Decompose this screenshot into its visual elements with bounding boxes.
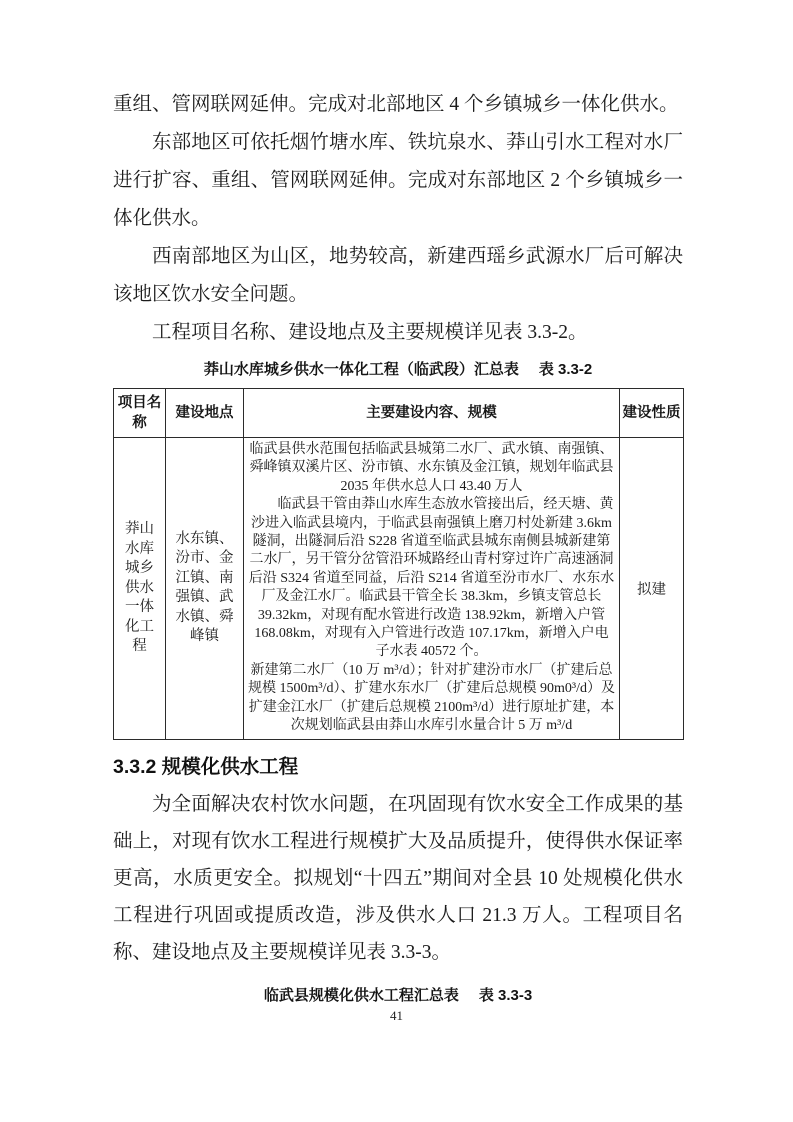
table1-header-main-content: 主要建设内容、规模 xyxy=(244,389,620,438)
table1-title-ref: 表 3.3-2 xyxy=(538,361,593,378)
table1-header-nature: 建设性质 xyxy=(620,389,684,438)
table1-content-paragraph-pipeline: 临武县干管由莽山水库生态放水管接出后，经天塘、黄沙进入临武县境内，于临武县南强镇上磨刀村处新建 3.6km 隧洞，出隧洞后沿 S228 省道至临武县城东南侧县城新建第二水厂，另干管分岔管沿环城路经山青村穿过许广高速涵洞后沿 S324 省道至同益，后沿 S214 省道至汾市水厂、水东水厂及金江水厂。临武县干管全长 38.3km，乡镇支管总长 39.32km，对现有配水管进行改造 138.92km，新增入户管 168.08km，对现有入户管进行改造 107.17km，新增入户电子水表 40572 个。 xyxy=(248,497,615,660)
table2-title-ref: 表 3.3-3 xyxy=(478,986,533,1004)
page-number: 41 xyxy=(390,1008,403,1023)
table2-title-text: 临武县规模化供水工程汇总表 xyxy=(263,986,459,1004)
paragraph-southwest-region: 西南部地区为山区，地势较高，新建西瑶乡武源水厂后可解决该地区饮水安全问题。 xyxy=(113,246,683,305)
table1-cell-main-content xyxy=(244,438,620,740)
table1-cell-nature: 拟建 xyxy=(620,438,684,740)
paragraph-section-3-3-2: 为全面解决农村饮水问题，在巩固现有饮水安全工作成果的基础上，对现有饮水工程进行规模扩大及品质提升，使得供水保证率更高，水质更安全。拟规划“十四五”期间对全县 10 处规模化供水工程进行巩固或提质改造，涉及供水人口 21.3 万人。工程项目名称、建设地点及主要规模详见表 3.3-3。 xyxy=(113,793,683,963)
table1-title xyxy=(113,357,683,382)
table1-header-project-name: 项目名称 xyxy=(114,389,166,438)
section-heading-3-3-2: 3.3.2 规模化供水工程 xyxy=(113,755,299,778)
table1-title-text: 莽山水库城乡供水一体化工程（临武段）汇总表 xyxy=(203,361,519,378)
table1-content-paragraph-supply-scope: 临武县供水范围包括临武县城第二水厂、武水镇、南强镇、舜峰镇双溪片区、汾市镇、水东镇及金江镇，规划年临武县 2035 年供水总人口 43.40 万人 xyxy=(249,442,614,494)
table1-header-row xyxy=(114,389,684,438)
table1-cell-location: 水东镇、汾市、金江镇、南强镇、武水镇、舜峰镇 xyxy=(166,438,244,740)
table1-cell-project-name: 莽山水库城乡供水一体化工程 xyxy=(114,438,166,740)
table1-header-location: 建设地点 xyxy=(166,389,244,438)
table1-data-row xyxy=(114,438,684,740)
paragraph-table1-reference: 工程项目名称、建设地点及主要规模详见表 3.3-2。 xyxy=(152,322,588,343)
table1 xyxy=(113,388,684,740)
page-content xyxy=(113,86,683,1014)
paragraph-east-region: 东部地区可依托烟竹塘水库、铁坑泉水、莽山引水工程对水厂进行扩容、重组、管网联网延伸。完成对东部地区 2 个乡镇城乡一体化供水。 xyxy=(113,132,683,229)
table2-title xyxy=(113,983,683,1008)
table1-content-paragraph-plants: 新建第二水厂（10 万 m³/d）；针对扩建汾市水厂（扩建后总规模 1500m³/d）、扩建水东水厂（扩建后总规模 90m0³/d）及扩建金江水厂（扩建后总规模 2100m³/d）进行原址扩建，本次规划临武县由莽山水库引水量合计 5 万 m³/d xyxy=(248,662,615,734)
paragraph-north-region-continuation: 重组、管网联网延伸。完成对北部地区 4 个乡镇城乡一体化供水。 xyxy=(113,94,679,115)
